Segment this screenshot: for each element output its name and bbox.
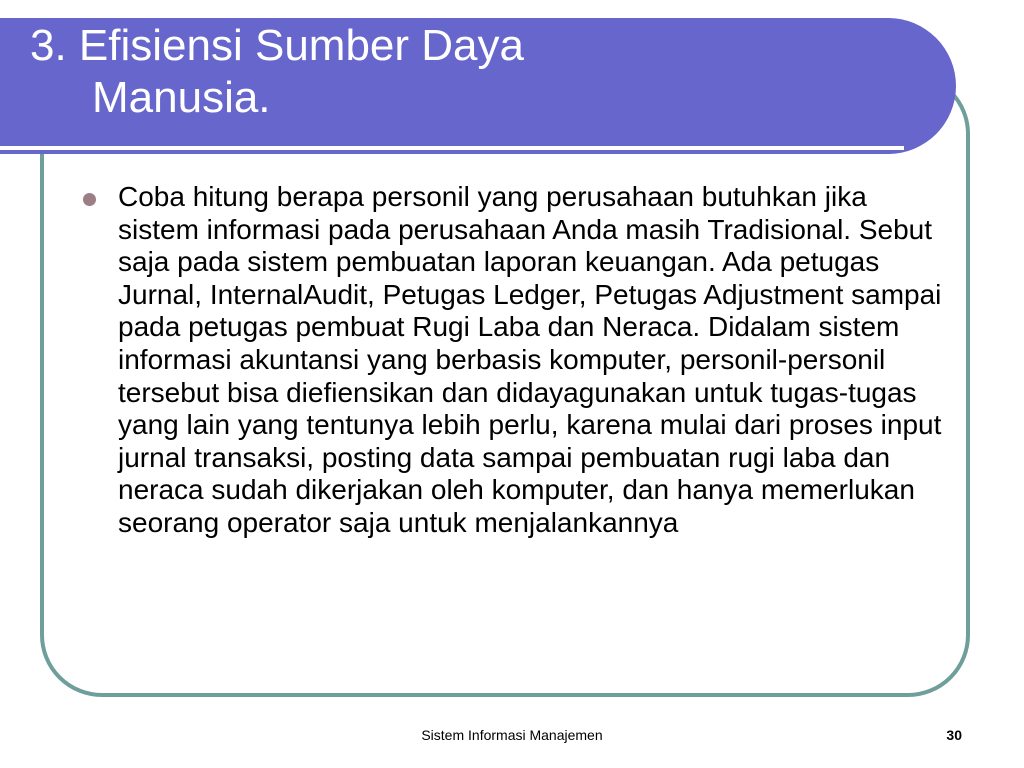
- slide-title-line-1: 3. Efisiensi Sumber Daya: [30, 21, 524, 70]
- slide-title: [30, 20, 930, 124]
- page-number: 30: [946, 727, 962, 743]
- bullet-text: Coba hitung berapa personil yang perusahaan butuhkan jika sistem informasi pada perusahaan Anda masih Tradisional. Sebut saja pada sistem pembuatan laporan keuangan. Ada petugas Jurnal, InternalAudit, Petugas Ledger, Petugas Adjustment sampai pada petugas pembuat Rugi Laba dan Neraca. Didalam sistem informasi akuntansi yang berbasis komputer, personil-personil tersebut bisa diefiensikan dan didayagunakan untuk tugas-tugas yang lain yang tentunya lebih perlu, karena mulai dari proses input jurnal transaksi, posting data sampai pembuatan rugi laba dan neraca sudah dikerjakan oleh komputer, dan hanya memerlukan seorang operator saja untuk menjalankannya: [118, 181, 942, 538]
- slide-title-line-2: Manusia.: [92, 73, 271, 122]
- title-underline: [0, 146, 904, 150]
- footer-text: Sistem Informasi Manajemen: [421, 727, 603, 743]
- bullet-dot-icon: [83, 193, 96, 206]
